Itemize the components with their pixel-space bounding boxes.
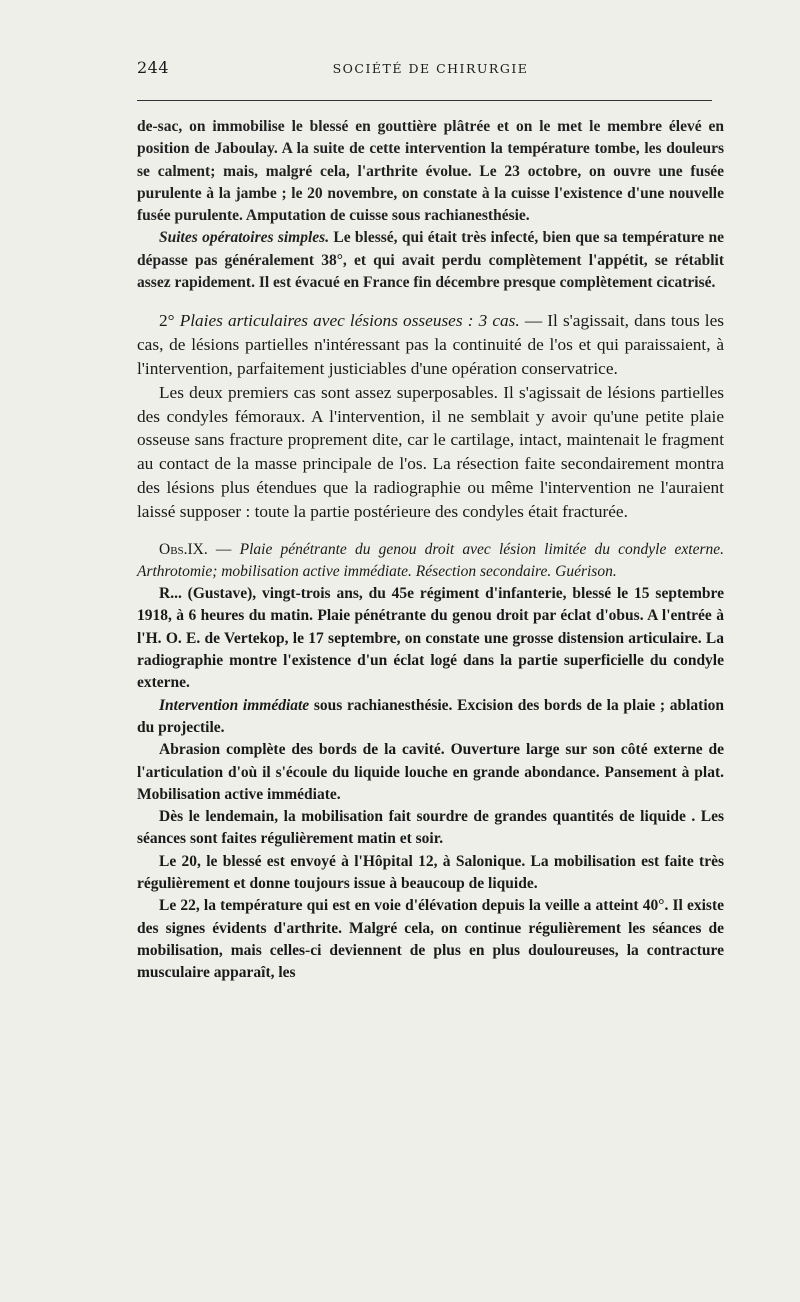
section-title: Plaies articulaires avec lésions osseuses : 3 cas. (179, 311, 520, 331)
page-header (137, 58, 724, 88)
paragraph-patient: R... (Gustave), vingt-trois ans, du 45e régiment d'infanterie, blessé le 15 septembre 1918, à 6 heures du matin. Plaie pénétrante du genou droit par éclat d'obus. A l'entrée à l'H. O. E. de Vertekop, le 17 septembre, on constate une grosse distension articulaire. La radiographie montre l'existence d'un éclat logé dans la partie superficielle du condyle externe. (137, 585, 724, 692)
section-text: — Il s'agissait, dans tous les cas, de lésions partielles n'intéressant pas la continuité de l'os et qui paraissaient, à l'intervention, parfaitement justiciables d'une opération conservatrice. (137, 311, 725, 378)
page-number: 244 (137, 58, 170, 77)
intervention-text: sous rachianesthésie. Excision des bords de la plaie ; ablation du projectile. (137, 696, 725, 736)
section-number: 2° (159, 311, 180, 331)
paragraph-salonique: Le 20, le blessé est envoyé à l'Hôpital 12, à Salonique. La mobilisation est faite très régulièrement et donne toujours issue à beaucoup de liquide. (137, 852, 724, 892)
suites-text: Le blessé, qui était très infecté, bien que sa température ne dépasse pas généralement 38°, et qui avait perdu complètement l'appétit, se rétablit assez rapidement. Il est évacué en France fin décembre presque complètement cicatrisé. (137, 229, 724, 292)
observation-ix (137, 539, 724, 985)
paragraph-continuation: de-sac, on immobilise le blessé en gouttière plâtrée et on le met le membre élevé en position de Jaboulay. A la suite de cette intervention la température tombe, les douleurs se calment; mais, malgré cela, l'arthrite évolue. Le 23 octobre, on ouvre une fusée purulente à la jambe ; le 20 novembre, on constate à la cuisse l'existence d'une nouvelle fusée purulente. Amputation de cuisse sous rachianesthésie. (137, 118, 724, 225)
page-body (137, 116, 724, 984)
observation-title: Plaie pénétrante du genou droit avec lésion limitée du condyle externe. Arthrotomie; mobilisation active immédiate. Résection secondaire. Guérison. (137, 540, 725, 580)
paragraph-two-cases: Les deux premiers cas sont assez superposables. Il s'agissait de lésions partielles des condyles fémoraux. A l'intervention, il ne semblait y avoir qu'une petite plaie osseuse sans fracture proprement dite, car le cartilage, intact, maintenait le fragment au contact de la masse principale de l'os. La résection faite secondairement montra des lésions plus étendues que la radiographie ou même l'intervention ne l'auraient laissé supposer : toute la partie postérieure des condyles était fracturée. (137, 382, 724, 521)
observation-heading (137, 539, 724, 584)
document-page (137, 58, 725, 982)
suites-label: Suites opératoires simples. (159, 229, 330, 247)
intervention-label: Intervention immédiate (159, 696, 310, 714)
paragraph-suites (137, 227, 724, 294)
case-continuation (137, 116, 724, 294)
observation-label: Obs.IX. (159, 540, 208, 558)
header-rule (137, 100, 712, 101)
paragraph-section-2 (137, 309, 724, 380)
observation-dash: — (207, 540, 240, 558)
paragraph-abrasion: Abrasion complète des bords de la cavité. Ouverture large sur son côté externe de l'articulation d'où il s'écoule du liquide louche en grande abondance. Pansement à plat. Mobilisation active immédiate. (137, 741, 724, 803)
running-head: SOCIÉTÉ DE CHIRURGIE (332, 61, 529, 76)
section-articular (137, 309, 724, 523)
paragraph-intervention (137, 695, 724, 740)
paragraph-temperature: Le 22, la température qui est en voie d'élévation depuis la veille a atteint 40°. Il existe des signes évidents d'arthrite. Malgré cela, on continue régulièrement les séances de mobilisation, mais celles-ci deviennent de plus en plus douloureuses, la contracture musculaire apparaît, les (137, 897, 724, 982)
paragraph-lendemain: Dès le lendemain, la mobilisation fait sourdre de grandes quantités de liquide . Les séances sont faites régulièrement matin et soir. (137, 808, 724, 848)
